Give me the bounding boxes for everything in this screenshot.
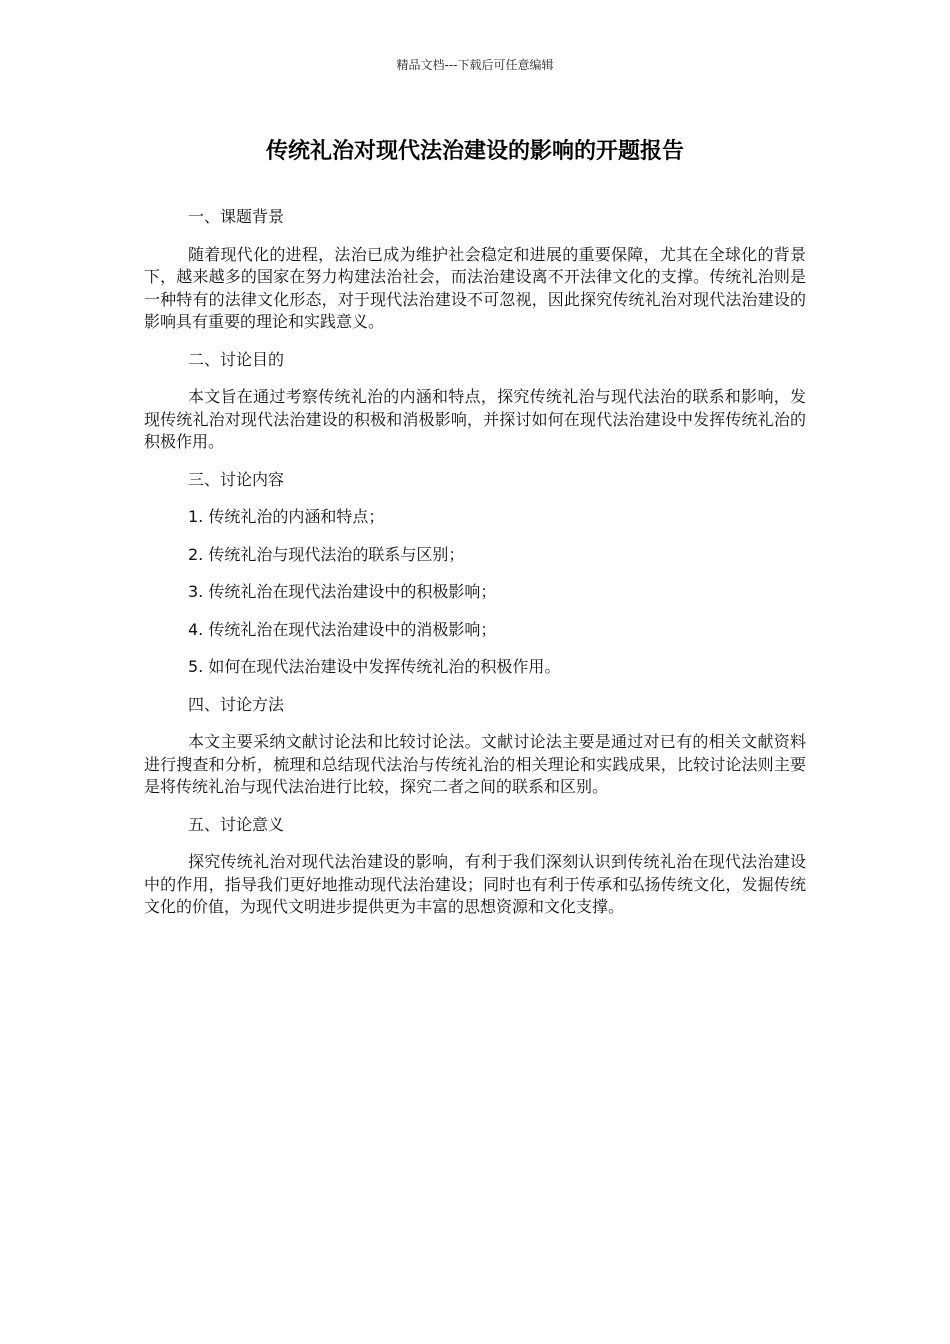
document-title: 传统礼治对现代法治建设的影响的开题报告 [265,139,684,164]
section-heading-significance: 五、讨论意义 [188,814,285,834]
section-paragraph-method: 本文主要采纳文献讨论法和比较讨论法。文献讨论法主要是通过对已有的相关文献资料进行搜查和分析，梳理和总结现代法治与传统礼治的相关理论和实践成果，比较讨论法则主要是将传统礼治与现代法治进行比较，探究二者之间的联系和区别。 [144,732,806,796]
section-heading-method: 四、讨论方法 [188,694,285,714]
content-list-item: 1. 传统礼治的内涵和特点； [188,507,385,526]
section-heading-content: 三、讨论内容 [188,469,285,489]
section-paragraph-significance: 探究传统礼治对现代法治建设的影响，有利于我们深刻认识到传统礼治在现代法治建设中的作用，指导我们更好地推动现代法治建设；同时也有利于传承和弘扬传统文化，发掘传统文化的价值，为现代文明进步提供更为丰富的思想资源和文化支撑。 [144,852,806,916]
content-list-item: 5. 如何在现代法治建设中发挥传统礼治的积极作用。 [188,657,561,676]
document-body [144,206,806,934]
content-list-item: 4. 传统礼治在现代法治建设中的消极影响； [188,619,497,639]
content-list-item: 2. 传统礼治与现代法治的联系与区别； [188,544,465,564]
content-list-item: 3. 传统礼治在现代法治建设中的积极影响； [188,582,497,601]
section-paragraph-background: 随着现代化的进程，法治已成为维护社会稳定和进展的重要保障，尤其在全球化的背景下，越来越多的国家在努力构建法治社会，而法治建设离不开法律文化的支撑。传统礼治则是一种特有的法律文化形态，对于现代法治建设不可忽视，因此探究传统礼治对现代法治建设的影响具有重要的理论和实践意义。 [144,244,806,331]
page-header: 精品文档---下载后可任意编辑 [396,58,554,72]
section-heading-background: 一、课题背景 [188,207,285,226]
content-list [144,506,806,679]
section-heading-purpose: 二、讨论目的 [188,349,285,369]
section-paragraph-purpose: 本文旨在通过考察传统礼治的内涵和特点，探究传统礼治与现代法治的联系和影响，发现传统礼治对现代法治建设的积极和消极影响，并探讨如何在现代法治建设中发挥传统礼治的积极作用。 [144,387,806,451]
